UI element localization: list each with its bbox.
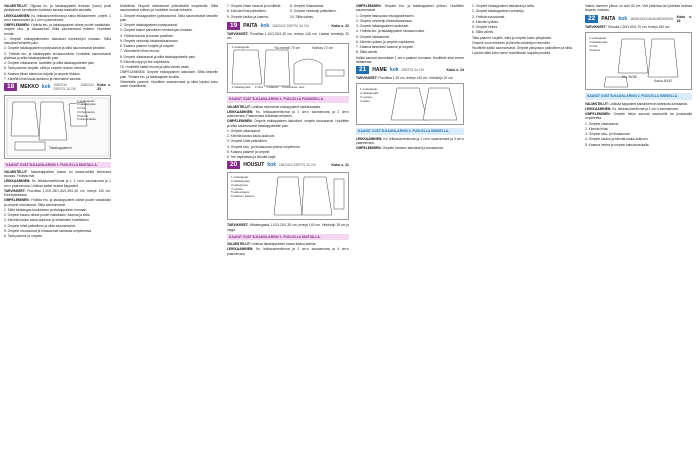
pattern-layout-diagram	[585, 32, 692, 90]
step: 5. Ompele helma.	[472, 25, 499, 29]
pattern-layout-diagram	[4, 95, 111, 159]
step: 5. Kaanna paarme ja ompele.	[227, 149, 271, 154]
paragraph: Taita paarme nurjalle, silita ja ompele kasin piilopistoin.	[472, 35, 553, 40]
paragraph: LEIKKAAMINEN: Ks. leikkausmerkinnat ja katso leikkaaminen -ohjeet. 1 cm:n saumanvara ja 1 cm:n paarmevara.	[4, 13, 111, 22]
size-code: 1MD0110 2SEFS1 34 CM	[278, 163, 316, 168]
step: 6. Kiinnita vyotaro ja ompele napinlaves.	[356, 39, 416, 44]
paragraph: VALMISTELUT: Oljyvaa ris- ja takakappaleet leveaan (vanu) puoli yksittaiseen kerrokseen kankaan kanssa tasaisella alustalla.	[4, 4, 111, 13]
step: 7. Viimeistele hihan reunat.	[120, 49, 160, 54]
step: 2. Ompele kaulus oikeat puolet vastakkain, kaanna ja silita.	[4, 213, 91, 217]
paragraph: OMPELEMINEN: Yhdista etu- ja takakappaleet oikeat puolet vastakkain ja ompele sivusaumat. Silita saumanvarat.	[4, 198, 111, 207]
pattern-sheet-note: KAAVAT OVAT B-KAAVA-ARKIN 2. PUOLELLA SINISELLA.	[356, 128, 464, 134]
pattern-layout-diagram	[227, 172, 349, 220]
section-title: PAITA	[601, 15, 616, 22]
section-21-heading	[356, 66, 464, 74]
size-label: kok	[389, 66, 399, 73]
diagram-label: Kaula 40/42	[654, 79, 673, 84]
step: 3. Ompele takakappaleen laskokset.	[356, 24, 410, 28]
step: 6. Silita valmis.	[472, 30, 494, 35]
diagram-label: Hartiaa 72 cm	[312, 46, 334, 51]
step: 6. Kaanna hihan alareuna nurjalle ja ompele tikkaus.	[4, 71, 81, 76]
pattern-sheet-note: KAAVAT OVAT B-KAAVA-ARKIN 1. PUOLELLA MUSTALLA.	[227, 234, 349, 240]
step: 10. Huolittele kaikki reunat ja silita valmis vaate.	[120, 65, 190, 69]
size-ref: Koko s. 21	[331, 163, 349, 168]
diagram-label: Takakappaleen	[49, 145, 72, 150]
step: 3. Kiinnitä kaulus kaula-aukkoon ja viimeistele huolitteluun.	[4, 218, 90, 223]
step: 1. Ompele etukappaleen laskokset ja silita.	[472, 4, 535, 8]
size-ref: Koko s. 22	[331, 23, 349, 28]
paragraph: LEIKKAAMINEN: Ks. leikkausmerkinnat ja 1 cm:n saumanvara.	[585, 106, 679, 111]
step: 7. Kiinnitä hihat kaula-aukkoon ja viimeistele saumat.	[4, 76, 82, 81]
diagram-legend: 1 etukappale 2 takakappale 3 hiha 4 hiha-kaulus 5 kaulus 6 taskusuikale	[77, 98, 97, 122]
paragraph: OMPELEMINEN: Ompele etukappaleen laskokset, ompele sivusaumat. Huolittele ja silita saumanvarat takakappaleelle pain.	[227, 119, 349, 128]
paragraph: VALMISTELUT: Taskukappaleen kaava on kaava-arkilla kehdossa sivussa. Yhdista mat.	[4, 169, 111, 178]
step: 3. Yhdista etu- ja takakappale sivusaumoista. Huolittele saumanvarat yhdessa ja silita takakappaleelle pain.	[4, 51, 111, 60]
size-code: 1MD0110 1MD0110 2SEFS1 34 CM	[53, 83, 95, 92]
section-number: 18	[4, 83, 17, 91]
paragraph: OMPELEMINEN: Yhdista etu- ja takakappaleet oikeat puolet vastakkain, ompele sivu- ja olkasaumat. Silita saumanvarat erilleen. Huolittele reunat.	[4, 23, 111, 36]
section-number: 22	[585, 15, 598, 23]
diagram-label: Etu 36/38	[622, 75, 637, 80]
paragraph: OMPELEMINEN: Ompele etu- ja takakappaleet yhteen. Huolittele saumanvarat.	[356, 4, 464, 13]
step: 5. Ompele sisasaumat.	[356, 34, 390, 39]
paragraph: Kaikki saumat ommellaan 1 cm:n paahan reunasta. Huolittele aina ennen silittamista.	[356, 55, 464, 64]
step: 1. Silita tukikangas kaulukseen ja etukappaleen reunaan.	[4, 207, 88, 212]
step: 2. Ompele vetoketju etukeskisaumaan.	[356, 18, 413, 23]
paragraph: Valmis hameen pituus on noin 60 cm. Voit pidentaa tai lyhentaa helmaa tarpeen mukaan.	[585, 4, 692, 13]
step: 1. Ompele etukappaleen pystysaumat. Silita saumanvarat keskelle pain.	[120, 13, 218, 22]
section-title: HOUSUT	[243, 162, 265, 169]
step: 4. Ompele olkasaumat, huolittele ja silita takakappaleelle pain.	[4, 61, 95, 65]
paragraph: Muistilista: Ompele sisäsaumat yhtenäisellä ompeleella. Silitä saumanvarat erilleen ja huolittele reunat erikseen.	[120, 4, 218, 13]
step: 4. Yhdista etu- ja takakappaleet sivusaumoista.	[356, 29, 425, 34]
paragraph: Lopuksi silita koko hame huolellisesti nurjalta puolelta.	[472, 51, 551, 56]
size-label: kok	[618, 15, 628, 22]
diagram-legend: 1 etukappale 2 takakappale 3 hiha 4 kaulus	[589, 36, 608, 52]
step: 4. Kiinnita vyotaro.	[472, 19, 500, 24]
step: 6. Taita paarme ja ompele.	[4, 234, 43, 238]
pattern-layout-diagram: 1 etukappale Yla-merkki 70 cm Hartiaa 72 cm 2 takakappale 3 hiha 4 kaulus 5 kauluksen alus	[227, 43, 349, 93]
paragraph: Ompele vuori erikseen ja kiinnita vetoketjun reunoihin.	[472, 40, 551, 45]
section-22-heading	[585, 15, 692, 24]
size-label: kok	[41, 84, 51, 91]
step: 3. Yhdista sivusaumat.	[472, 14, 506, 19]
size-label: kok	[260, 22, 270, 29]
paragraph: OMPELEMINEN: Ompele hameen laskokset ja sivusaumat.	[356, 146, 444, 150]
column-2	[120, 4, 218, 446]
paragraph: TARVIKKEET: Villakangasta 1,10/1,20/1,30 cm, leveys 140 cm. Vetoketju 18 cm ja nappi.	[227, 223, 349, 232]
step: 3. Ompele taskut paikoilleen merkintojen mukaan.	[120, 28, 193, 33]
section-19-heading	[227, 22, 349, 30]
step: 1. Ompele olkasaumat.	[585, 121, 619, 126]
step: 1. Ompele etukappaleeseen laskokset merkintojen mukaan. Silita laskokset keskelle pain.	[4, 36, 111, 45]
paragraph: Viimeistele paarme. Huolittele saumanvarat ja silita lopuksi koko vaate huolellisesti.	[120, 79, 218, 88]
size-code: 1MD0110 2SEFS1 34 CM	[272, 23, 309, 28]
step: 5. Taita paarme nurjalle, silita ja ompele reunan vierestä.	[4, 66, 87, 71]
step: 5. Kaanna helma ja ompele kaksoisneulalla.	[585, 142, 650, 147]
section-number: 21	[356, 66, 369, 74]
paragraph: TARVIKKEET: Puuvillaa 1,10/1,20/1,30 cm, leveys 145 cm. Lisaksi vetoketju 20 cm.	[227, 31, 349, 40]
paragraph: VALMISTELUT: Leikkaa takakappaleen kaava kaava-arkista.	[227, 242, 317, 246]
pattern-sheet-note: KAAVAT OVAT B-KAAVA-ARKIN 1. PUOLELLA MUSTALLA.	[4, 162, 111, 168]
step: 8. Silita valmis.	[356, 50, 378, 55]
step: 5. Ompele vetoketju takakeskisaumaan.	[120, 38, 179, 43]
paragraph: LEIKKAAMINEN: Ks. leikkausmerkinnat ja 1 cm:n saumanvara ja 4 cm:n paarmevara.	[227, 247, 349, 256]
pattern-sheet-note: KAAVAT OVAT B-KAAVA-ARKIN 2. PUOLELLA SINISELLA.	[585, 93, 692, 99]
step: 6. Tee napinlaves ja kiinnita napit.	[227, 155, 277, 159]
section-title: PAITA	[243, 22, 258, 29]
pattern-sheet-note: KAAVAT OVAT B-KAAVA-ARKIN 1. PUOLELLA PUNAISELLA.	[227, 96, 349, 102]
section-20-heading	[227, 161, 349, 169]
paragraph: LEIKKAAMINEN: Ks. leikkausmerkinnat ja 1 cm:n saumanvara ja 2 cm:n paarmevara. Paarmevara leikataan erikseen.	[227, 109, 349, 118]
step: 6. Kaanna paarme nurjalle ja ompele.	[120, 44, 175, 48]
paragraph: OMPELEMINEN: Ompele etukappaleen laskokset. Silita keskelle pain. Yhdista etu- ja takakappale sivuilta.	[120, 70, 218, 79]
step: 4. Ompele kaulus ja kiinnita kaula-aukkoon.	[585, 137, 649, 142]
diagram-label: Yla-merkki 70 cm	[274, 46, 301, 51]
size-label: kok	[267, 162, 276, 169]
step: 4. Ompele sivu- ja hihasaumat yhtena ompeleena.	[227, 144, 301, 149]
column-1	[4, 4, 111, 446]
size-code: 3SEFS1 34 CM	[401, 67, 424, 72]
step: 2. Ompele takakappaleen pystysaumat ja silita saumanvarat keskelle.	[4, 46, 106, 51]
step: 7. Kaanna lahkeiden kaanne ja ompele.	[356, 45, 414, 49]
section-18-heading	[4, 83, 111, 92]
paragraph: VALMISTELUT: Leikkaa kappaleet kaksinkerroin taitetusta kankaasta.	[585, 101, 688, 106]
step: 1. Ompele taskupussi etukappaleeseen.	[356, 13, 415, 18]
column-3	[227, 4, 349, 446]
step: 2. Ompele takakappaleen pystysaumat.	[120, 23, 178, 27]
section-title: HAME	[372, 66, 387, 73]
pattern-layout-diagram	[356, 83, 464, 125]
column-5	[472, 4, 577, 446]
paragraph: OMPELEMINEN: Ompele trikoo saumat saumurilla tai joustavalla ompeleella.	[585, 112, 692, 121]
size-code: 36/38/40/42/44/46/48/50/52/54	[630, 16, 674, 21]
step-continuation: 7. Ompele hihan saumat ja huolittele. 8. Kiinnita hihat paikoilleen. 9. Ompele kaulus ja kaanna. 8. Ompele hihasaumat. 9. Ompele vetoketju paikoilleen. 10. Silita valmis.	[227, 4, 337, 19]
section-number: 20	[227, 161, 240, 169]
size-ref: Koko s. 23	[97, 83, 111, 92]
step: 2. Kiinnita hihat.	[585, 126, 609, 131]
paragraph: TARVIKKEET: Trikoota 1,50/1,60/1,70 cm, leveys 150 cm.	[585, 25, 671, 29]
diagram-legend: 1 etukappale 2 takakappale 3 taskupussi 4 vyotaro 5 taskunkansi 6 lahkeen kaanne	[231, 175, 255, 199]
step: 1. Ompele olkasaumat.	[227, 128, 261, 133]
step: 3. Ompele sivu- ja hihasaumat.	[585, 132, 631, 136]
step: 2. Ompele takakappaleen vetoketju.	[472, 9, 525, 14]
size-ref: Koko s. 24	[446, 67, 464, 72]
step: 2. Kiinnita kaulus kaula-aukkoon.	[227, 134, 276, 138]
column-6	[585, 4, 692, 446]
paragraph: LEIKKAAMINEN: Ks. leikkausmerkinnat ja 1. 1 cm:n saumanvara ja 1 cm:n paarmevara. Leikkaa kaikki mustat kappaleet.	[4, 179, 111, 188]
size-ref: Koko s. 24	[676, 14, 692, 23]
column-4	[356, 4, 464, 446]
paragraph: TARVIKKEET: Puuvillaa 1,30 cm, leveys 140 cm. Vetoketju 20 cm.	[356, 76, 454, 80]
paragraph: Huolittele kaikki saumanvarat. Ompele ylavyotaro paikoilleen ja silita.	[472, 46, 573, 50]
paragraph: VALMISTELUT: Leikkaa molemmat etukappaleet tukikankaasta.	[227, 104, 321, 109]
step: 3. Ompele hihat paikoilleen.	[227, 139, 268, 144]
step: 8. Ompele olkasaumat ja silita takakappaleelle pain.	[120, 54, 196, 59]
paragraph: LEIKKAAMINEN: Ks. leikkausmerkinnat ja 1 cm:n saumanvara ja 3 cm:n paarmevara.	[356, 136, 464, 145]
paragraph: TARVIKKEET: Puuvillaa 1,20/1,25/1,30/1,35/1,40 cm, leveys 140 cm. Kiinnitystikkaus.	[4, 188, 111, 197]
step: 9. Kiinnitä nappi ja tee napinlaves.	[120, 59, 171, 64]
section-number: 19	[227, 22, 240, 30]
diagram-legend: 1 etukappale 2 takakappale 3 vyotaro 4 tasku	[360, 87, 379, 103]
section-title: MEKKO	[20, 84, 39, 91]
step: 4. Yhdista kaulus ja kaulan paallinen.	[120, 33, 175, 38]
step: 5. Ompele sivusaumat ja hihasaumat samassa ompeleessa.	[4, 228, 92, 233]
step: 4. Ompele hihat paikoilleen ja silita saumanvarat.	[4, 223, 76, 228]
